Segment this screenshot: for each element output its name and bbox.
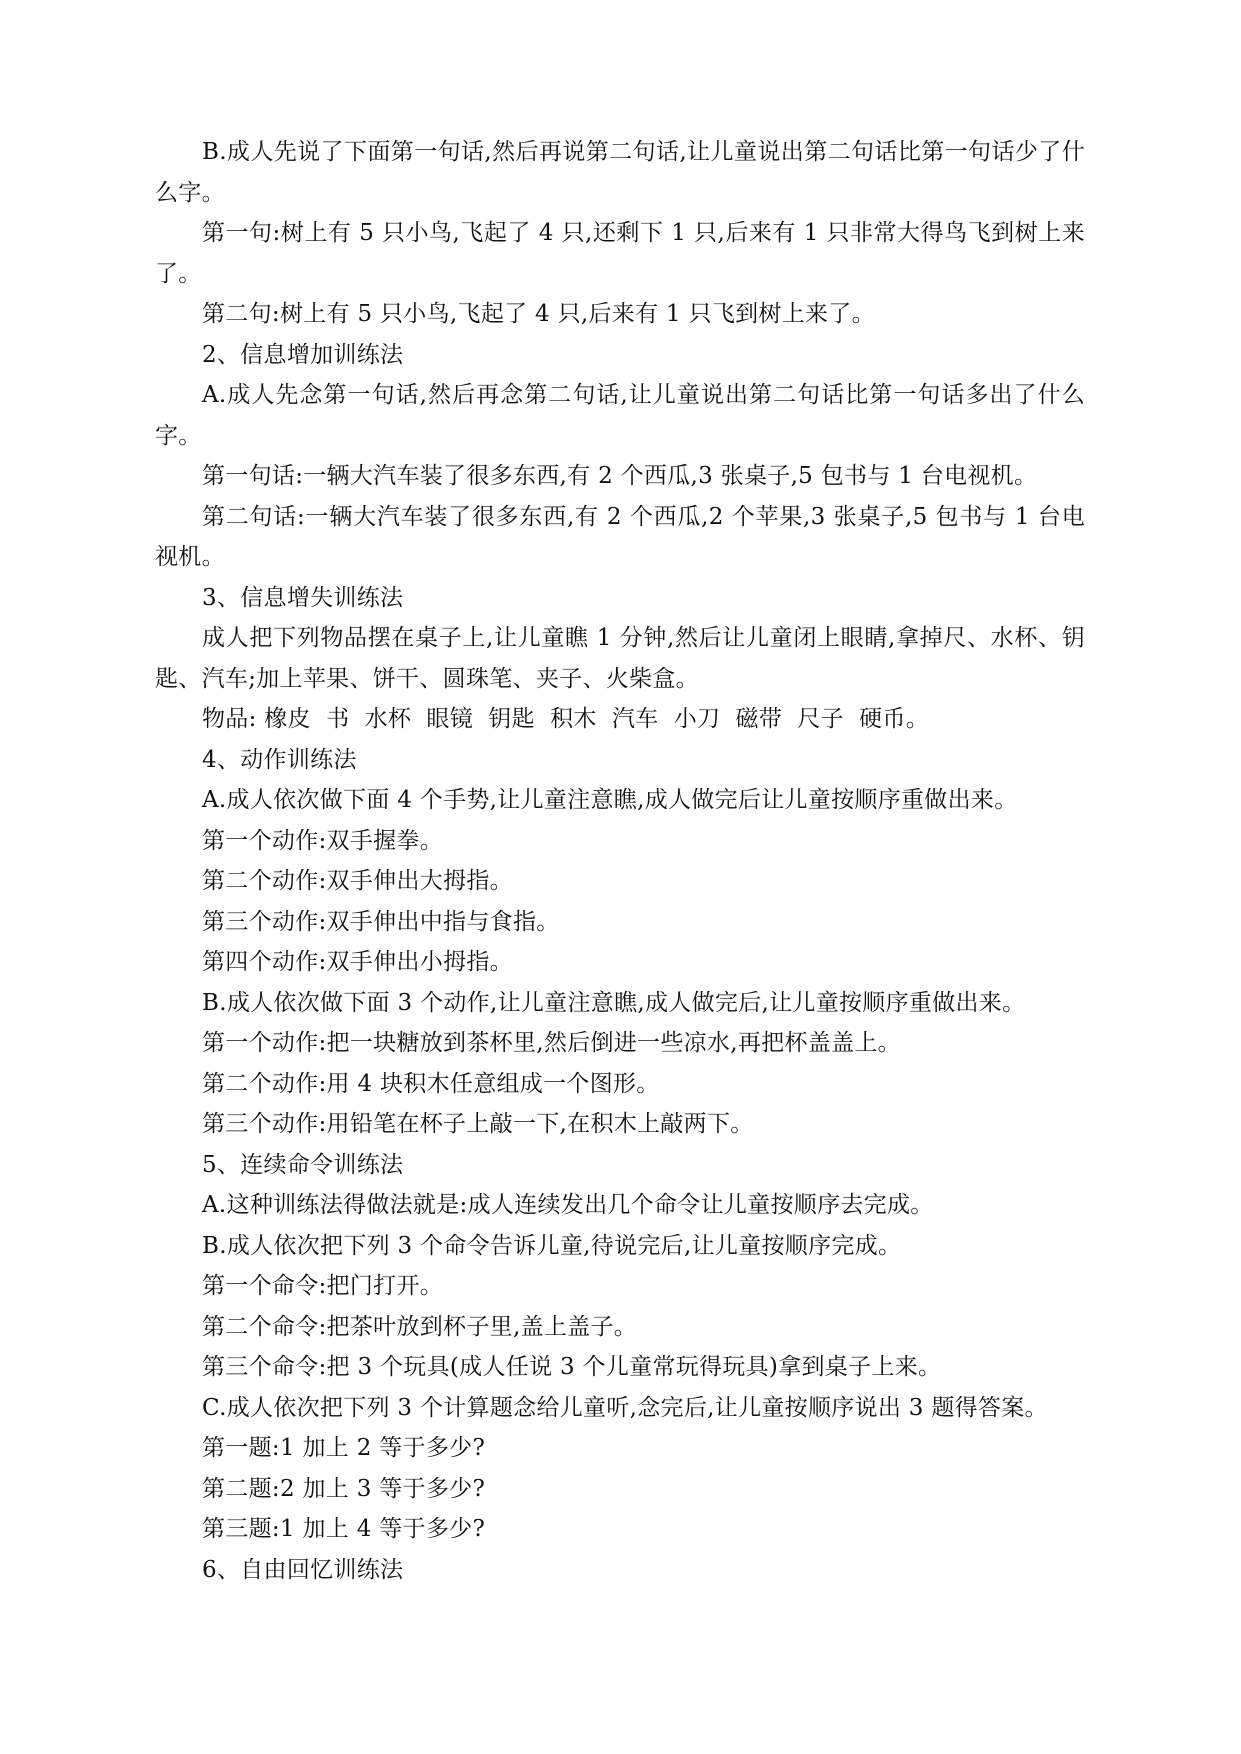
- paragraph-23: B.成人依次把下列 3 个命令告诉儿童,待说完后,让儿童按顺序完成。: [202, 1232, 902, 1259]
- paragraph-22: A.这种训练法得做法就是:成人连续发出几个命令让儿童按顺序去完成。: [202, 1192, 934, 1218]
- paragraph-19: 第二个动作:用 4 块积木任意组成一个图形。: [202, 1070, 660, 1097]
- paragraph-14: 第二个动作:双手伸出大拇指。: [202, 868, 513, 894]
- paragraph-18: 第一个动作:把一块糖放到茶杯里,然后倒进一些凉水,再把杯盖盖上。: [202, 1030, 901, 1056]
- paragraph-9: 成人把下列物品摆在桌子上,让儿童瞧 1 分钟,然后让儿童闭上眼睛,拿掉尺、水杯、钥匙、汽车;加上苹果、饼干、圆珠笔、夹子、火柴盒。: [155, 625, 1085, 692]
- paragraph-27: C.成人依次把下列 3 个计算题念给儿童听,念完后,让儿童按顺序说出 3 题得答案。: [202, 1394, 1048, 1421]
- paragraph-17: B.成人依次做下面 3 个动作,让儿童注意瞧,成人做完后,让儿童按顺序重做出来。: [202, 989, 1026, 1016]
- paragraph-29: 第二题:2 加上 3 等于多少?: [202, 1475, 486, 1502]
- section-heading-6: 6、自由回忆训练法: [202, 1556, 404, 1583]
- paragraph-3: 第二句:树上有 5 只小鸟,飞起了 4 只,后来有 1 只飞到树上来了。: [202, 301, 875, 327]
- items-list: 物品: 橡皮 书 水杯 眼镜 钥匙 积木 汽车 小刀 磁带 尺子 硬币。: [202, 706, 930, 732]
- paragraph-15: 第三个动作:双手伸出中指与食指。: [202, 908, 560, 935]
- paragraph-7: 第二句话:一辆大汽车装了很多东西,有 2 个西瓜,2 个苹果,3 张桌子,5 包书与 1 台电视机。: [155, 503, 1085, 570]
- paragraph-1: B.成人先说了下面第一句话,然后再说第二句话,让儿童说出第二句话比第一句话少了什么字。: [155, 139, 1085, 206]
- paragraph-2: 第一句:树上有 5 只小鸟,飞起了 4 只,还剩下 1 只,后来有 1 只非常大得鸟飞到树上来了。: [155, 220, 1085, 287]
- paragraph-25: 第二个命令:把茶叶放到杯子里,盖上盖子。: [202, 1313, 638, 1340]
- paragraph-20: 第三个动作:用铅笔在杯子上敲一下,在积木上敲两下。: [202, 1111, 754, 1137]
- paragraph-26: 第三个命令:把 3 个玩具(成人任说 3 个儿童常玩得玩具)拿到桌子上来。: [202, 1354, 942, 1380]
- section-heading-4: 4、动作训练法: [202, 746, 357, 773]
- paragraph-16: 第四个动作:双手伸出小拇指。: [202, 949, 513, 975]
- paragraph-30: 第三题:1 加上 4 等于多少?: [202, 1516, 486, 1542]
- paragraph-6: 第一句话:一辆大汽车装了很多东西,有 2 个西瓜,3 张桌子,5 包书与 1 台电视机。: [202, 463, 1038, 489]
- section-heading-3: 3、信息增失训练法: [202, 584, 404, 611]
- document-body: [155, 132, 1085, 1590]
- paragraph-28: 第一题:1 加上 2 等于多少?: [202, 1435, 486, 1461]
- paragraph-13: 第一个动作:双手握拳。: [202, 827, 444, 854]
- section-heading-5: 5、连续命令训练法: [202, 1151, 404, 1178]
- paragraph-12: A.成人依次做下面 4 个手势,让儿童注意瞧,成人做完后让儿童按顺序重做出来。: [202, 787, 1018, 813]
- section-heading-2: 2、信息增加训练法: [202, 341, 404, 368]
- paragraph-24: 第一个命令:把门打开。: [202, 1273, 444, 1299]
- paragraph-5: A.成人先念第一句话,然后再念第二句话,让儿童说出第二句话比第一句话多出了什么字。: [155, 382, 1085, 449]
